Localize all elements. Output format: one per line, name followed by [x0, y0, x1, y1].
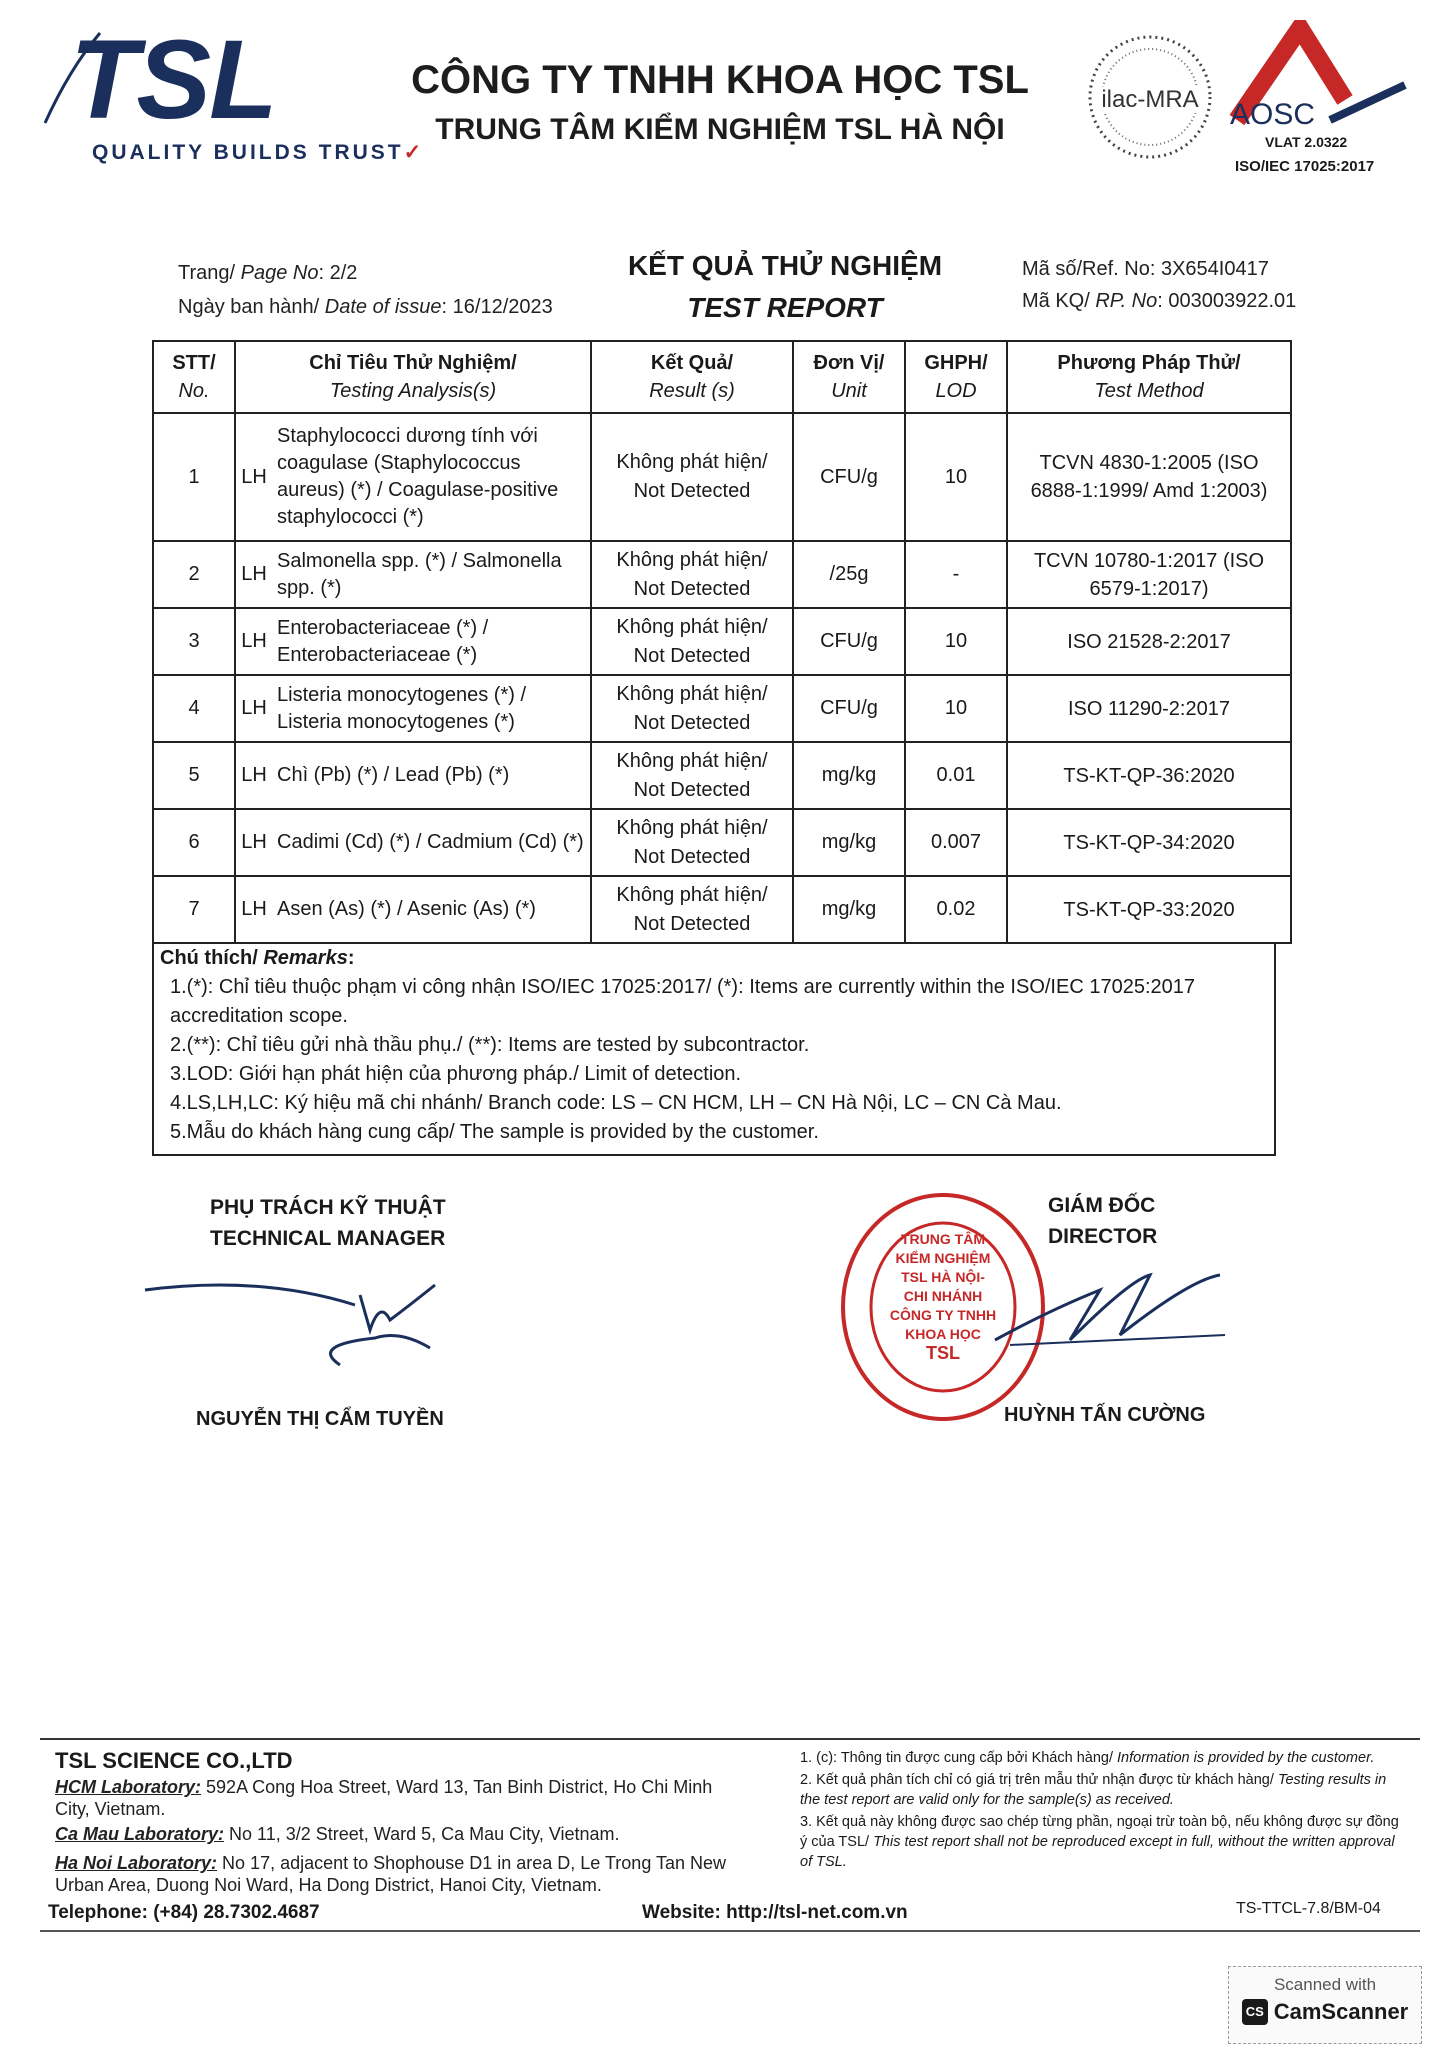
aosc-logo — [1225, 20, 1415, 180]
row-method: TCVN 4830-1:2005 (ISO 6888-1:1999/ Amd 1:2003) — [1007, 413, 1291, 541]
row-no: 2 — [153, 541, 235, 608]
row-analysis: Cadimi (Cd) (*) / Cadmium (Cd) (*) — [272, 809, 591, 876]
remark-item: 3.LOD: Giới hạn phát hiện của phương pháp./ Limit of detection. — [170, 1063, 742, 1085]
remark-item: 1.(*): Chỉ tiêu thuộc phạm vi công nhận ISO/IEC 17025:2017/ (*): Items are currently within the ISO/IEC 17025:2017 accreditation scope. — [170, 976, 1195, 1027]
table-row — [153, 608, 1291, 675]
remark-item: 2.(**): Chỉ tiêu gửi nhà thầu phụ./ (**): Items are tested by subcontractor. — [170, 1034, 810, 1056]
row-unit: mg/kg — [793, 876, 905, 943]
row-no: 5 — [153, 742, 235, 809]
logo-text: TSL — [70, 17, 276, 142]
table-row — [153, 742, 1291, 809]
ilac-mra-logo — [1085, 32, 1215, 162]
table-row — [153, 413, 1291, 541]
row-unit: mg/kg — [793, 809, 905, 876]
row-result: Không phát hiện/ Not Detected — [591, 809, 793, 876]
row-unit: CFU/g — [793, 675, 905, 742]
tsl-logo — [70, 17, 340, 142]
remark-item: 5.Mẫu do khách hàng cung cấp/ The sample is provided by the customer. — [170, 1121, 819, 1143]
row-analysis: Salmonella spp. (*) / Salmonella spp. (*) — [272, 541, 591, 608]
row-no: 7 — [153, 876, 235, 943]
table-row — [153, 809, 1291, 876]
table-header-row — [153, 341, 1291, 413]
row-branch: LH — [235, 675, 272, 742]
tech-signature-icon — [140, 1270, 460, 1380]
row-branch: LH — [235, 876, 272, 943]
footer-company: TSL SCIENCE CO.,LTD — [55, 1748, 293, 1773]
remarks-heading: Chú thích/ Remarks: — [160, 947, 355, 969]
results-table — [152, 340, 1292, 944]
aosc-label: AOSC — [1230, 98, 1316, 131]
tagline: QUALITY BUILDS TRUST✓ — [92, 141, 425, 164]
col-result: Kết Quả/ Result (s) — [591, 341, 793, 413]
row-branch: LH — [235, 809, 272, 876]
row-analysis: Staphylococci dương tính với coagulase (Staphylococcus aureus) (*) / Coagulase-positive staphylococci (*) — [272, 413, 591, 541]
company-name: CÔNG TY TNHH KHOA HỌC TSL — [411, 58, 1029, 102]
footer-notes — [800, 1748, 1400, 1872]
row-branch: LH — [235, 413, 272, 541]
footer-hanoi: Ha Noi Laboratory: No 17, adjacent to Shophouse D1 in area D, Le Trong Tan New Urban Area, Duong Noi Ward, Ha Dong District, Hanoi City, Vietnam. — [55, 1853, 727, 1895]
check-icon: ✓ — [403, 141, 425, 164]
row-result: Không phát hiện/ Not Detected — [591, 608, 793, 675]
col-lod: GHPH/ LOD — [905, 341, 1007, 413]
remarks-box — [152, 942, 1276, 1156]
center-name: TRUNG TÂM KIỂM NGHIỆM TSL HÀ NỘI — [435, 113, 1005, 146]
row-lod: 10 — [905, 608, 1007, 675]
footer-hcm: HCM Laboratory: 592A Cong Hoa Street, Ward 13, Tan Binh District, Ho Chi Minh City, Vietnam. — [55, 1777, 713, 1819]
row-method: ISO 11290-2:2017 — [1007, 675, 1291, 742]
row-result: Không phát hiện/ Not Detected — [591, 876, 793, 943]
row-analysis: Asen (As) (*) / Asenic (As) (*) — [272, 876, 591, 943]
col-analysis: Chỉ Tiêu Thử Nghiệm/ Testing Analysis(s) — [235, 341, 591, 413]
row-result: Không phát hiện/ Not Detected — [591, 742, 793, 809]
footer-note: 3. Kết quả này không được sao chép từng phần, ngoại trừ toàn bộ, nếu không được sự đồng ý của TSL/ This test report shall not be reproduced except in full, without the written approval of TSL. — [800, 1814, 1399, 1870]
camscanner-icon: CS — [1242, 1999, 1268, 2025]
footer-website[interactable]: Website: http://tsl-net.com.vn — [642, 1902, 908, 1923]
row-result: Không phát hiện/ Not Detected — [591, 541, 793, 608]
footer-divider — [40, 1738, 1420, 1740]
row-result: Không phát hiện/ Not Detected — [591, 413, 793, 541]
ilac-label: ilac-MRA — [1101, 86, 1199, 113]
row-no: 1 — [153, 413, 235, 541]
footer-note: 1. (c): Thông tin được cung cấp bởi Khách hàng/ Information is provided by the customer. — [800, 1750, 1375, 1766]
report-title: KẾT QUẢ THỬ NGHIỆM — [627, 250, 943, 281]
row-branch: LH — [235, 742, 272, 809]
row-analysis: Chì (Pb) (*) / Lead (Pb) (*) — [272, 742, 591, 809]
table-row — [153, 541, 1291, 608]
director-title: GIÁM ĐỐC DIRECTOR — [1048, 1194, 1158, 1248]
rp-number: Mã KQ/ RP. No: 003003922.01 — [1022, 290, 1297, 312]
director-signature-icon — [990, 1270, 1230, 1360]
row-no: 6 — [153, 809, 235, 876]
table-row — [153, 876, 1291, 943]
logo-swoosh-icon — [40, 28, 110, 128]
company-stamp: TRUNG TÂM KIỂM NGHIỆM TSL HÀ NỘI- CHI NHÁNH CÔNG TY TNHH KHOA HỌC TSL — [838, 1190, 1048, 1425]
row-unit: /25g — [793, 541, 905, 608]
row-lod: 0.007 — [905, 809, 1007, 876]
row-lod: 0.01 — [905, 742, 1007, 809]
row-no: 4 — [153, 675, 235, 742]
table-row — [153, 675, 1291, 742]
tech-manager-title: PHỤ TRÁCH KỸ THUẬT TECHNICAL MANAGER — [210, 1196, 446, 1250]
row-method: ISO 21528-2:2017 — [1007, 608, 1291, 675]
row-result: Không phát hiện/ Not Detected — [591, 675, 793, 742]
footer-bottom-rule — [40, 1930, 1420, 1932]
row-method: TS-KT-QP-36:2020 — [1007, 742, 1291, 809]
row-method: TS-KT-QP-33:2020 — [1007, 876, 1291, 943]
row-branch: LH — [235, 541, 272, 608]
footer-telephone: Telephone: (+84) 28.7302.4687 — [48, 1902, 320, 1923]
row-lod: 10 — [905, 675, 1007, 742]
row-lod: 10 — [905, 413, 1007, 541]
row-analysis: Enterobacteriaceae (*) / Enterobacteriaceae (*) — [272, 608, 591, 675]
page-number: Trang/ Page No: 2/2 — [178, 262, 358, 284]
director-name: HUỲNH TẤN CƯỜNG — [1004, 1404, 1206, 1426]
row-lod: - — [905, 541, 1007, 608]
row-method: TS-KT-QP-34:2020 — [1007, 809, 1291, 876]
ref-number: Mã số/Ref. No: 3X654I0417 — [1022, 258, 1269, 280]
row-unit: CFU/g — [793, 608, 905, 675]
row-method: TCVN 10780-1:2017 (ISO 6579-1:2017) — [1007, 541, 1291, 608]
row-analysis: Listeria monocytogenes (*) / Listeria monocytogenes (*) — [272, 675, 591, 742]
remark-item: 4.LS,LH,LC: Ký hiệu mã chi nhánh/ Branch code: LS – CN HCM, LH – CN Hà Nội, LC – CN Cà Mau. — [170, 1092, 1062, 1114]
aosc-code: VLAT 2.0322 — [1265, 134, 1348, 150]
tech-manager-name: NGUYỄN THỊ CẨM TUYỀN — [196, 1408, 444, 1430]
camscanner-badge: Scanned with CS CamScanner — [1228, 1966, 1422, 2044]
footer-camau: Ca Mau Laboratory: No 11, 3/2 Street, Ward 5, Ca Mau City, Vietnam. — [55, 1824, 620, 1844]
row-no: 3 — [153, 608, 235, 675]
row-unit: mg/kg — [793, 742, 905, 809]
row-lod: 0.02 — [905, 876, 1007, 943]
form-code: TS-TTCL-7.8/BM-04 — [1236, 1900, 1381, 1917]
col-unit: Đơn Vị/ Unit — [793, 341, 905, 413]
row-branch: LH — [235, 608, 272, 675]
row-unit: CFU/g — [793, 413, 905, 541]
aosc-iso: ISO/IEC 17025:2017 — [1235, 158, 1375, 175]
footer-note: 2. Kết quả phân tích chỉ có giá trị trên mẫu thử nhận được từ khách hàng/ Testing results in the test report are valid only for the sample(s) as received. — [800, 1772, 1387, 1808]
col-no: STT/ No. — [153, 341, 235, 413]
col-method: Phương Pháp Thử/ Test Method — [1007, 341, 1291, 413]
issue-date: Ngày ban hành/ Date of issue: 16/12/2023 — [178, 296, 553, 318]
report-title-en: TEST REPORT — [687, 292, 883, 323]
